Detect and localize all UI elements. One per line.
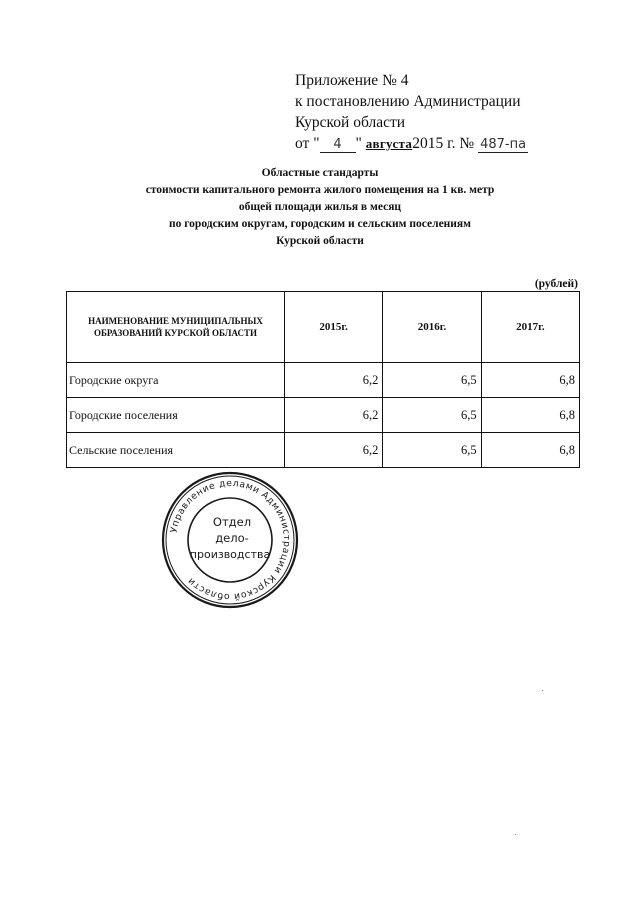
appendix-region: Курской области bbox=[295, 114, 406, 131]
stamp-center-line-3: производства bbox=[189, 548, 271, 561]
scan-speck bbox=[542, 690, 543, 691]
title-line-2: стоимости капитального ремонта жилого помещения на 1 кв. метр bbox=[145, 184, 495, 196]
value-2015: 6,2 bbox=[285, 433, 383, 468]
date-quote: " bbox=[355, 135, 362, 152]
value-2016: 6,5 bbox=[383, 398, 481, 433]
appendix-block bbox=[295, 70, 528, 154]
resolution-number: 487-па bbox=[480, 137, 527, 152]
header-2015: 2015г. bbox=[285, 292, 383, 363]
row-name: Городские поселения bbox=[67, 398, 285, 433]
value-2017: 6,8 bbox=[481, 398, 579, 433]
header-2016: 2016г. bbox=[383, 292, 481, 363]
standards-table bbox=[66, 291, 580, 468]
header-2017: 2017г. bbox=[481, 292, 579, 363]
date-month: августа bbox=[365, 136, 413, 151]
title-line-1: Областные стандарты bbox=[261, 167, 379, 179]
appendix-date-line bbox=[295, 133, 528, 154]
table-row bbox=[67, 363, 580, 398]
stamp-ring-text: Управление делами Администрации Курской области bbox=[168, 477, 293, 603]
value-2017: 6,8 bbox=[481, 363, 579, 398]
appendix-title: Приложение № 4 bbox=[295, 72, 409, 89]
unit-label: (рублей) bbox=[534, 278, 578, 290]
value-2016: 6,5 bbox=[383, 363, 481, 398]
office-stamp bbox=[160, 470, 300, 610]
header-municipality: НАИМЕНОВАНИЕ МУНИЦИПАЛЬНЫХ ОБРАЗОВАНИЙ КУРСКОЙ ОБЛАСТИ bbox=[67, 292, 285, 363]
title-line-3: общей площади жилья в месяц bbox=[238, 201, 402, 213]
title-line-5: Курской области bbox=[276, 235, 364, 247]
table-header-row bbox=[67, 292, 580, 363]
date-year: 2015 г. № bbox=[412, 135, 475, 152]
value-2015: 6,2 bbox=[285, 398, 383, 433]
stamp-center-line-2: дело- bbox=[215, 531, 249, 545]
row-name: Городские округа bbox=[67, 363, 285, 398]
table-row bbox=[67, 433, 580, 468]
row-name: Сельские поселения bbox=[67, 433, 285, 468]
stamp-center-line-1: Отдел bbox=[212, 515, 252, 529]
value-2017: 6,8 bbox=[481, 433, 579, 468]
appendix-resolution: к постановлению Администрации bbox=[295, 93, 521, 110]
table-row bbox=[67, 398, 580, 433]
value-2015: 6,2 bbox=[285, 363, 383, 398]
value-2016: 6,5 bbox=[383, 433, 481, 468]
date-day: 4 bbox=[320, 137, 356, 153]
document-title bbox=[60, 165, 580, 250]
scan-speck bbox=[515, 834, 516, 835]
title-line-4: по городским округам, городским и сельским поселениям bbox=[169, 218, 471, 230]
date-prefix: от " bbox=[295, 135, 320, 152]
